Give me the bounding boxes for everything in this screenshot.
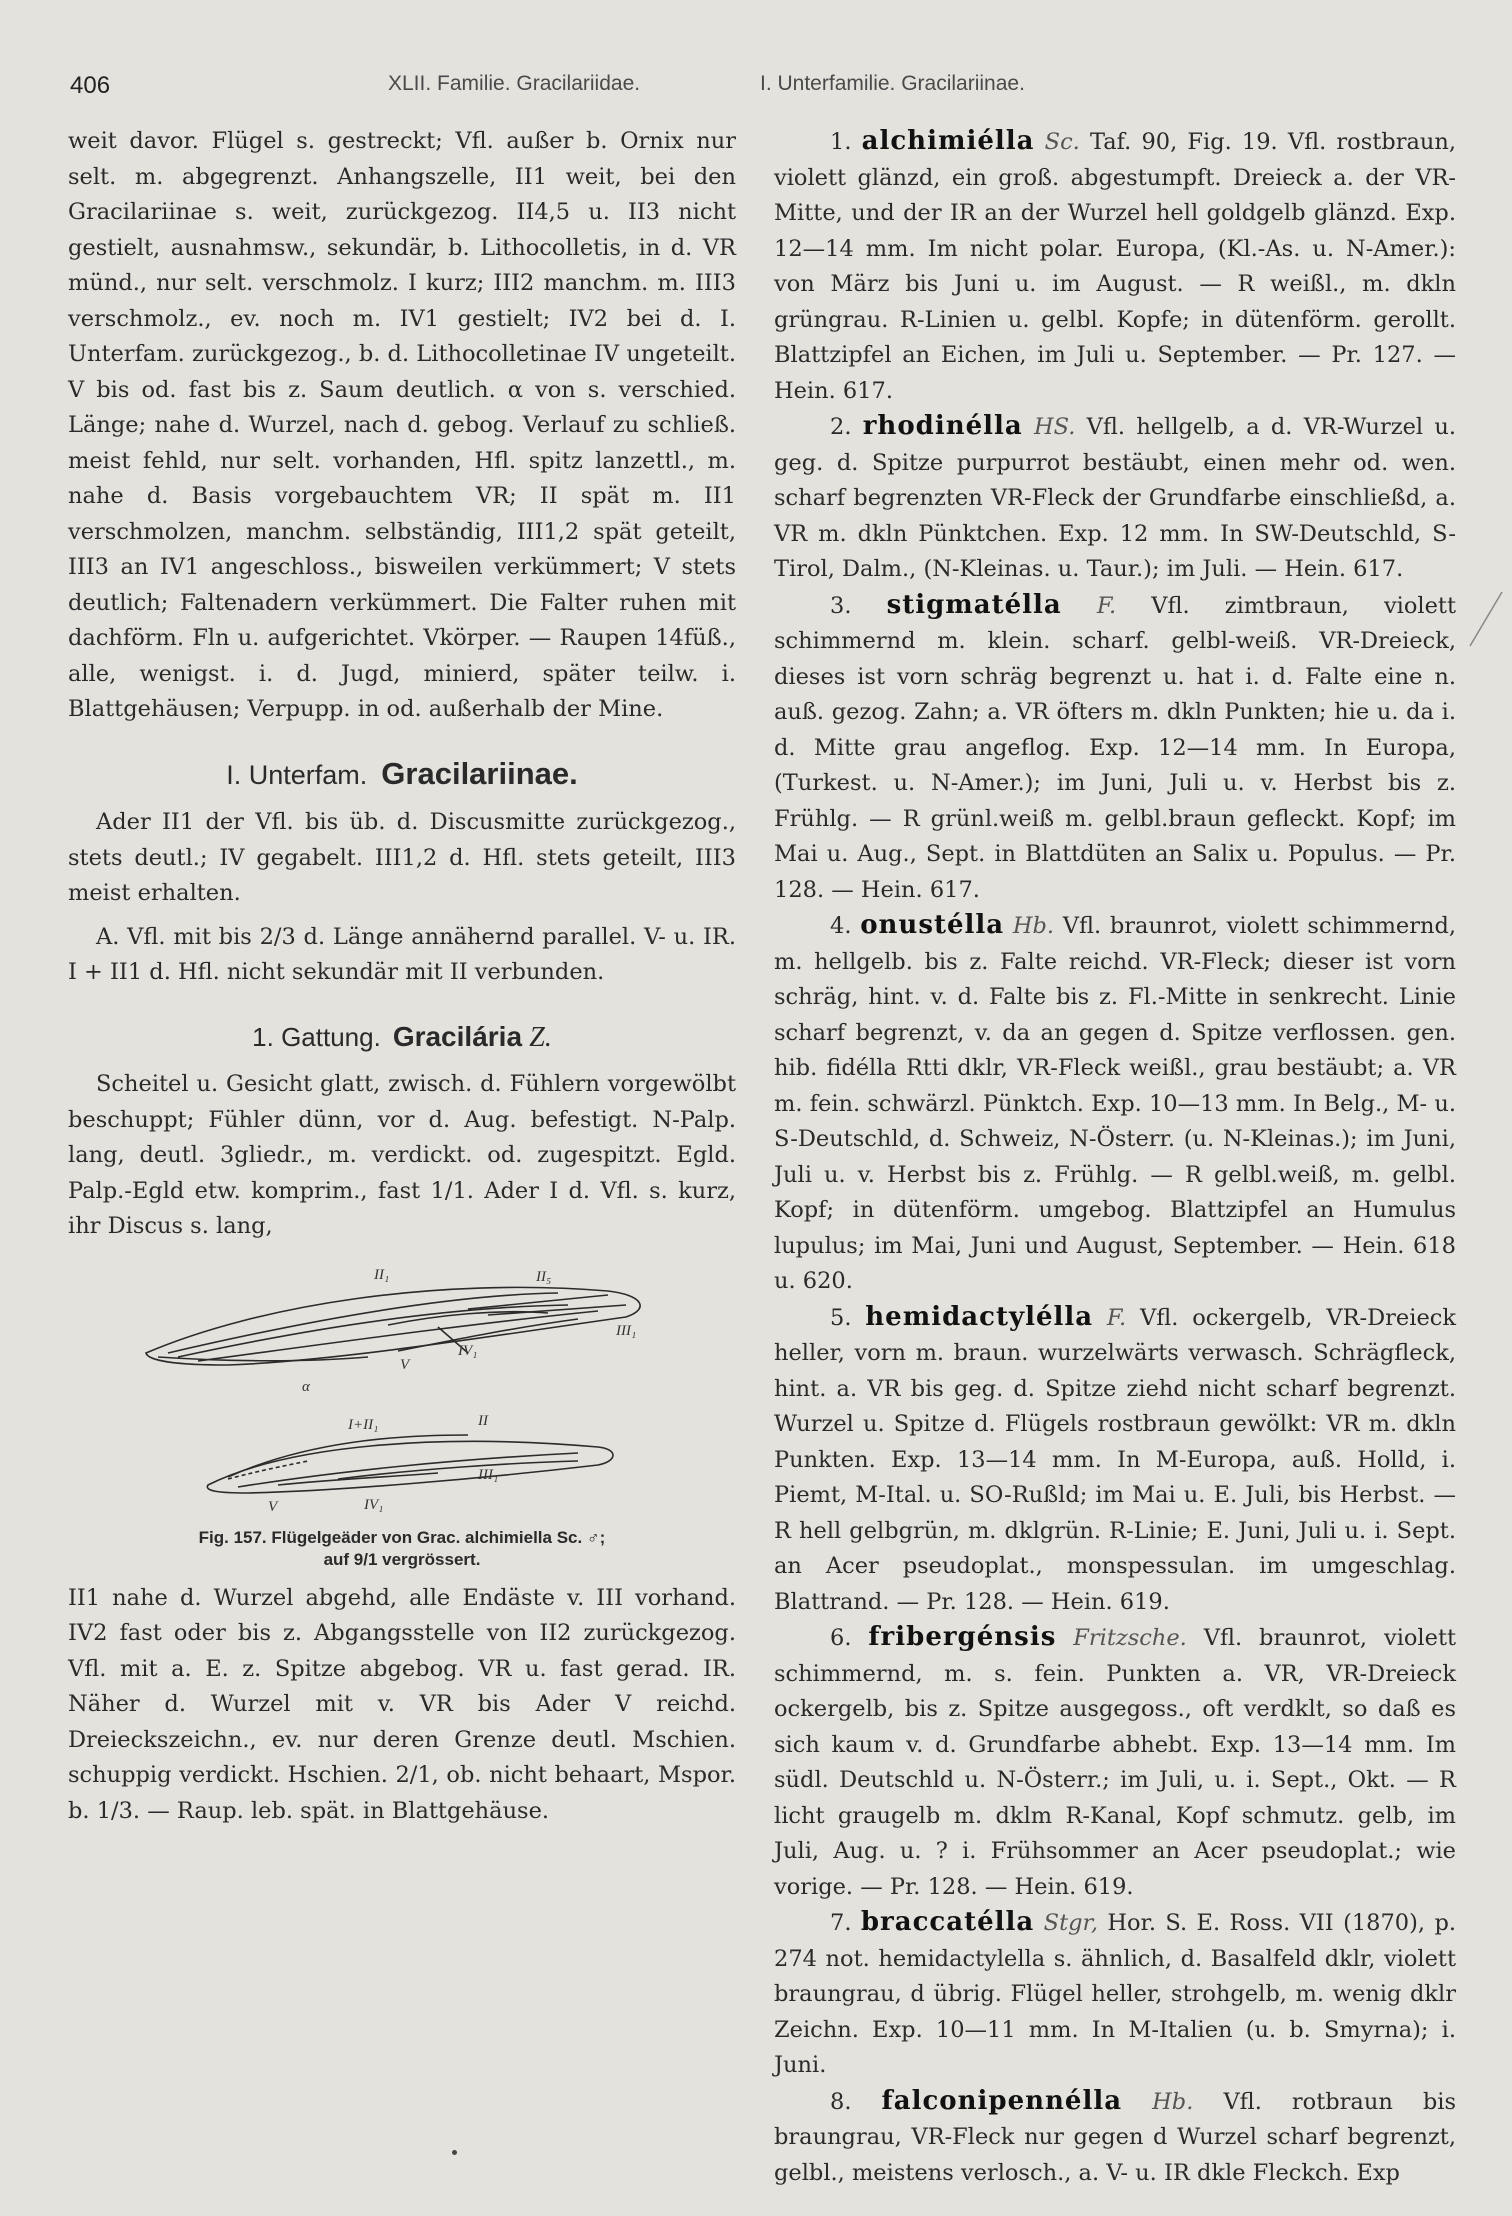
- fig-label-iv1-hind: IV₁: [364, 1496, 384, 1513]
- running-subtitle: I. Unterfamilie. Gracilariinae.: [760, 72, 1025, 95]
- figure-caption-line1: Fig. 157. Flügelgeäder von Grac. alchimiella Sc. ♂;: [198, 1527, 606, 1547]
- entry-number: 5.: [830, 1304, 852, 1331]
- genus-author: Z.: [529, 1021, 552, 1053]
- species-description: Vfl. zimtbraun, violett schimmernd m. klein. scharf. gelbl-weiß. VR-Dreieck, dieses ist vorn schräg begrenzt u. hat i. d. Falte eine n. auß. gezog. Zahn; a. VR öfters m. dkln Punkten; hie u. da i. d. Mitte grau angeflog. Exp. 12—14 mm. In Europa, (Turkest. u. N-Amer.); im Juni, Juli u. v. Herbst bis z. Frühlg. — R grünl.weiß m. gelbl.braun gefleckt. Kopf; im Mai u. Aug., Sept. in Blattdüten an Salix u. Populus. — Pr. 128. — Hein. 617.: [774, 592, 1456, 903]
- species-entry: [774, 908, 1456, 1300]
- entry-number: 2.: [830, 414, 852, 440]
- page-number: 406: [70, 72, 111, 99]
- fig-label-ii1: II₁: [374, 1266, 390, 1283]
- fig-label-v: V: [400, 1356, 410, 1373]
- species-description: Vfl. rotbraun bis braungrau, VR-Fleck nur gegen d Wurzel scharf begrenzt, gelbl., meistens verlosch., a. V- u. IR dkle Fleckch. Exp: [774, 2088, 1457, 2186]
- species-entry: [774, 2084, 1456, 2192]
- species-name: alchimiélla: [861, 126, 1035, 156]
- species-description: Taf. 90, Fig. 19. Vfl. rostbraun, violett glänzd, ein groß. abgestumpft. Dreieck a. der VR-Mitte, und der IR an der Wurzel hell goldgelb glänzd. Exp. 12—14 mm. Im nicht polar. Europa, (Kl.-As. u. N-Amer.): von März bis Juni u. im August. — R weißl., m. dkln grüngrau. R-Linien u. gelbl. Kopfe; in dütenförm. gerollt. Blattzipfel an Eichen, im Juli u. September. — Pr. 127. — Hein. 617.: [774, 129, 1457, 404]
- after-figure-paragraph: II1 nahe d. Wurzel abgehd, alle Endäste v. III vorhand. IV2 fast oder bis z. Abgangsstelle von II2 zurückgezog. Vfl. mit a. E. z. Spitze abgebog. VR u. fast gerad. IR. Näher d. Wurzel mit v. VR bis Ader V reichd. Dreieckszeichn., ev. nur deren Grenze deutl. Mschien. schuppig verdickt. Hschien. 2/1, ob. nicht behaart, Mspor. b. 1/3. — Raup. leb. spät. in Blattgehäuse.: [68, 1584, 736, 1824]
- entry-number: 4.: [830, 913, 852, 939]
- species-name: onustélla: [860, 910, 1005, 940]
- entry-number: 8.: [830, 2088, 852, 2115]
- species-author: F.: [1106, 1304, 1127, 1331]
- species-author: Hb.: [1152, 2088, 1194, 2115]
- species-entry: [774, 1300, 1456, 1621]
- species-name: falconipennélla: [881, 2085, 1123, 2116]
- species-name: hemidactylélla: [865, 1301, 1094, 1332]
- species-name: braccatélla: [860, 1907, 1035, 1937]
- species-description: Vfl. hellgelb, a d. VR-Wurzel u. geg. d. Spitze purpurrot bestäubt, einen mehr od. wen. scharf begrenzten VR-Fleck der Grundfarbe einschließd, a. VR m. dkln Pünktchen. Exp. 12 mm. In SW-Deutschld, S-Tirol, Dalm., (N-Kleinas. u. Taur.); im Juli. — Hein. 617.: [774, 414, 1456, 582]
- species-entry: [774, 409, 1456, 588]
- fig-label-ii: II: [478, 1412, 488, 1429]
- species-description: Hor. S. E. Ross. VII (1870), p. 274 not. hemidactylella s. ähnlich, d. Basalfeld dklr, violett braungrau, d übrig. Flügel heller, strohgelb, m. wenig dklr Zeichn. Exp. 10—11 mm. In M-Italien (u. b. Smyrna); i. Juni.: [774, 1910, 1457, 2078]
- subfamily-text: Ader II1 der Vfl. bis üb. d. Discusmitte zurückgezog., stets deutl.; IV gegabelt. III1,2 d. Hfl. stets geteilt, III3 meist erhalten.: [68, 809, 736, 906]
- genus-heading: [68, 1019, 736, 1056]
- entry-number: 7.: [830, 1910, 852, 1936]
- wing-venation-drawing: [138, 1265, 658, 1521]
- pencil-mark: [1466, 590, 1506, 650]
- genus-prefix: 1. Gattung.: [252, 1021, 381, 1052]
- species-author: Hb.: [1012, 913, 1055, 939]
- species-description: Vfl. braunrot, violett schimmernd, m. hellgelb. bis z. Falte reichd. VR-Fleck; dieser ist vorn schräg, hint. v. d. Falte bis z. Fl.-Mitte in senkrecht. Linie scharf begrenzt, v. da an gegen d. Spitze verflossen. gen. hib. fidélla Rtti dklr, VR-Fleck weißl., grau bestäubt; a. VR m. fein. schwärzl. Pünktch. Exp. 10—13 mm. In Belg., M- u. S-Deutschld, d. Schweiz, N-Österr. (u. N-Kleinas.); im Juni, Juli u. v. Herbst bis z. Frühlg. — R gelbl.weiß, m. gelbl. Kopf; in dütenförm. umgebog. Blattzipfel an Humulus lupulus; im Mai, Juni und August, September. — Hein. 618 u. 620.: [774, 913, 1457, 1294]
- species-entry: [774, 124, 1456, 409]
- fig-label-iii1-hind: III₁: [478, 1466, 499, 1483]
- fig-label-iv1: IV₁: [458, 1342, 478, 1359]
- subfamily-prefix: I. Unterfam.: [226, 759, 368, 790]
- species-name: rhodinélla: [862, 411, 1023, 441]
- species-description: Vfl. ockergelb, VR-Dreieck heller, vorn m. braun. wurzelwärts verwasch. Schrägfleck, hint. a. VR bis geg. d. Spitze ziehd nicht scharf begrenzt. Wurzel u. Spitze d. Flügels rostbraun gewölkt: VR m. dkln Punkten. Exp. 13—14 mm. In M-Europa, auß. Holld, i. Piemt, M-Ital. u. SO-Rußld; im Mai u. E. Juli, bis Herbst. — R hell gelbgrün, m. dklgrün. R-Linie; E. Juni, Juli u. i. Sept. an Acer pseudoplat., monspessulan. im umgeschlag. Blattrand. — Pr. 128. — Hein. 619.: [774, 1304, 1456, 1615]
- key-a-text: A. Vfl. mit bis 2/3 d. Länge annähernd parallel. V- u. IR. I + II1 d. Hfl. nicht sekundär mit II verbunden.: [68, 923, 736, 985]
- fig-label-i-ii1: I+II₁: [348, 1416, 379, 1433]
- species-author: Fritzsche.: [1073, 1625, 1187, 1651]
- species-author: Stgr,: [1043, 1910, 1098, 1936]
- fig-label-alpha: α: [302, 1378, 310, 1395]
- species-author: HS.: [1034, 414, 1076, 440]
- left-column: [68, 124, 736, 1829]
- fig-label-iii1: III₁: [616, 1322, 637, 1339]
- entry-number: 3.: [830, 592, 852, 619]
- entry-number: 1.: [830, 129, 852, 155]
- species-entry: [774, 1905, 1456, 2084]
- genus-name: Gracilária: [392, 1020, 523, 1052]
- species-name: stigmatélla: [886, 589, 1062, 620]
- right-column: [774, 124, 1456, 2191]
- fig-label-v-hind: V: [268, 1498, 278, 1515]
- fig-label-ii5: II₅: [536, 1268, 552, 1285]
- wing-venation-figure: [68, 1265, 736, 1581]
- entry-number: 6.: [830, 1625, 852, 1651]
- species-entry: [774, 1620, 1456, 1905]
- figure-caption: [68, 1527, 736, 1571]
- species-name: fribergénsis: [868, 1622, 1057, 1652]
- species-description: Vfl. braunrot, violett schimmernd, m. s. fein. Punkten a. VR, VR-Dreieck ockergelb, bis z. Spitze ausgegoss., oft verdklt, so daß es sich kaum v. d. Grundfarbe abhebt. Exp. 13—14 mm. Im südl. Deutschld u. N-Österr.; im Juli, u. i. Sept., Okt. — R licht graugelb m. dklm R-Kanal, Kopf schmutz. gelb, im Juli, Aug. u. ? i. Frühsommer an Acer pseudoplat.; wie vorige. — Pr. 128. — Hein. 619.: [774, 1625, 1457, 1900]
- subfamily-heading: [68, 756, 736, 794]
- running-title: XLII. Familie. Gracilariidae.: [388, 72, 641, 95]
- species-author: F.: [1096, 592, 1117, 619]
- intro-paragraph: weit davor. Flügel s. gestreckt; Vfl. außer b. Ornix nur selt. m. abgegrenzt. Anhangszelle, II1 weit, bei den Gracilariinae s. weit, zurückgezog. II4,5 u. II3 nicht gestielt, ausnahmsw., sekundär, b. Lithocolletis, in d. VR münd., nur selt. verschmolz. I kurz; III2 manchm. m. III3 verschmolz., ev. noch m. IV1 gestielt; IV2 bei d. I. Unterfam. zurückgezog., b. d. Lithocolletinae IV ungeteilt. V bis od. fast bis z. Saum deutlich. α von s. verschied. Länge; nahe d. Wurzel, nach d. gebog. Verlauf zu schließ. meist fehld, nur selt. vorhanden, Hfl. spitz lanzettl., m. nahe d. Basis vorgebauchtem VR; II spät m. II1 verschmolzen, manchm. selbständig, III1,2 spät geteilt, III3 an IV1 angeschloss., bisweilen verkümmert; V stets deutlich; Faltenadern verkümmert. Die Falter ruhen mit dachförm. Fln u. aufgerichtet. Vkörper. — Raupen 14füß., alle, wenigst. i. d. Jugd, minierd, später teilw. i. Blattgehäusen; Verpupp. in od. außerhalb der Mine.: [68, 128, 736, 722]
- subfamily-name: Gracilariinae.: [381, 755, 578, 791]
- species-entry: [774, 588, 1456, 909]
- genus-text: Scheitel u. Gesicht glatt, zwisch. d. Fühlern vorgewölbt beschuppt; Fühler dünn, vor d. Aug. befestigt. N-Palp. lang, deutl. 3gliedr., m. verdickt. od. zugespitzt. Egld. Palp.-Egld etw. komprim., fast 1/1. Ader I d. Vfl. s. kurz, ihr Discus s. lang,: [68, 1071, 736, 1239]
- figure-caption-line2: auf 9/1 vergrössert.: [323, 1549, 481, 1569]
- species-author: Sc.: [1044, 129, 1080, 155]
- ink-dot: [452, 2150, 457, 2155]
